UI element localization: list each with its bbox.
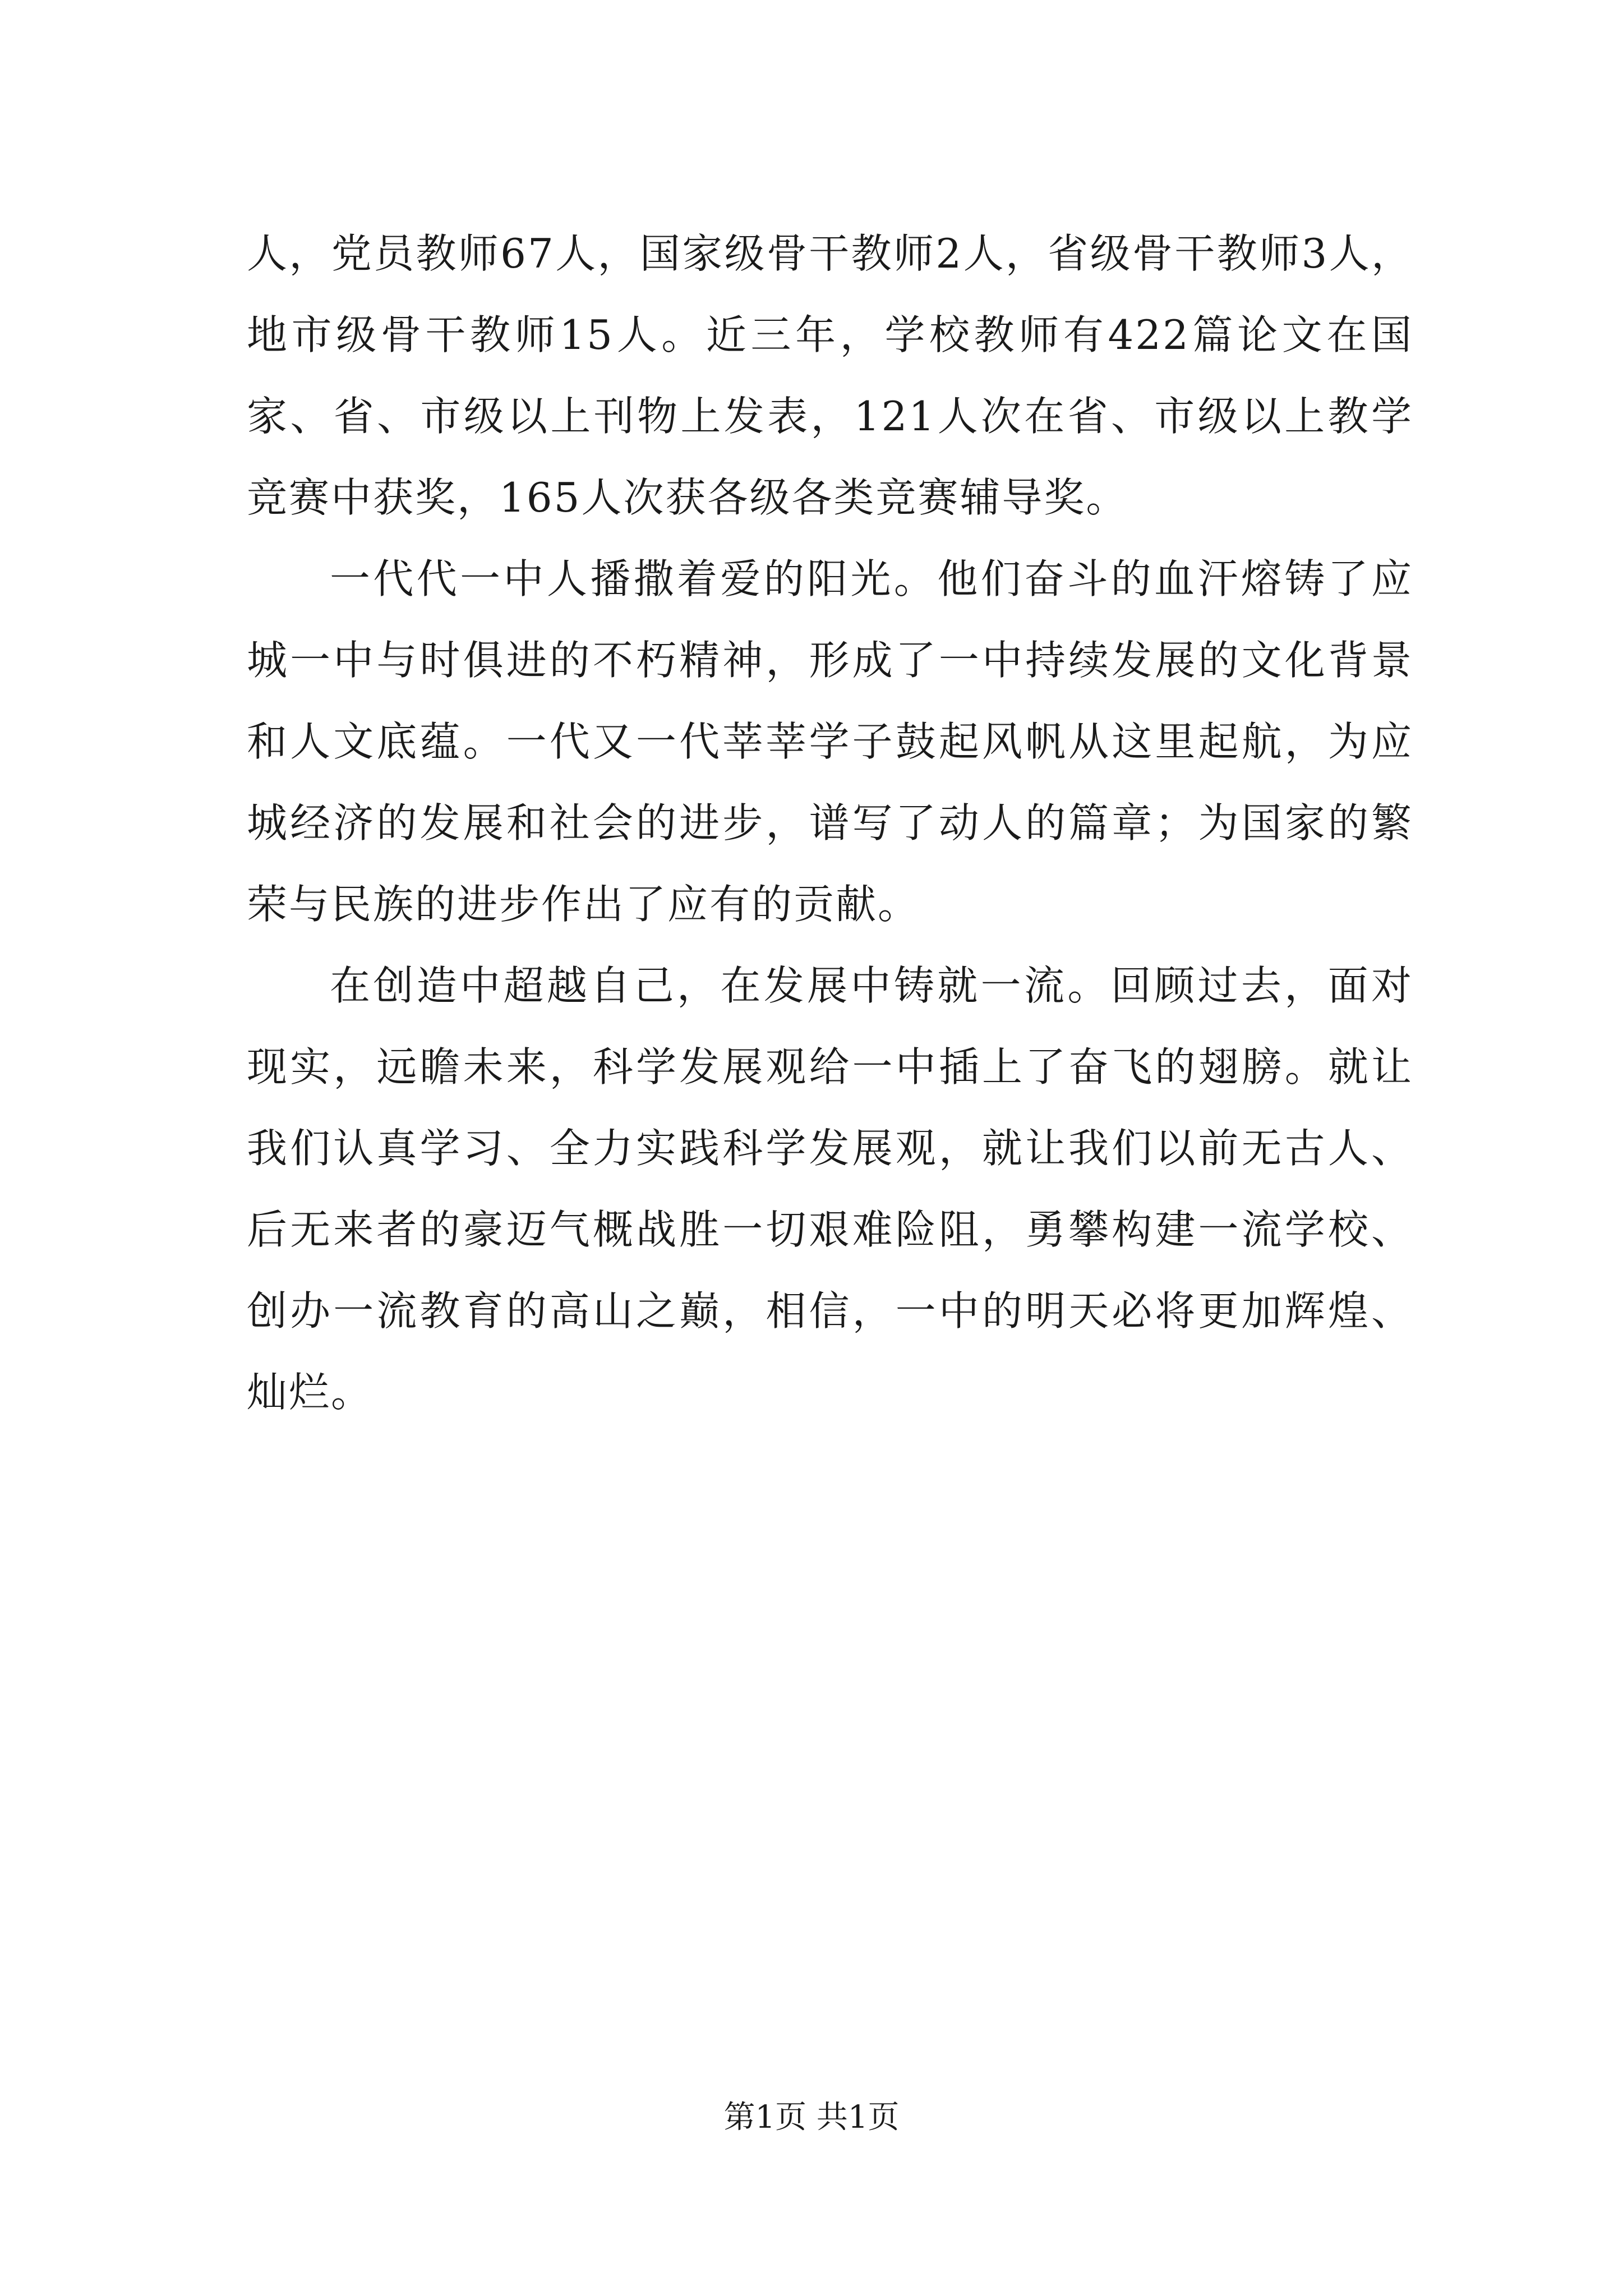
- paragraph-future-outlook: 在创造中超越自己，在发展中铸就一流。回顾过去，面对现实，远瞻未来，科学发展观给一中插上了奋飞的翅膀。就让我们认真学习、全力实践科学发展观，就让我们以前无古人、后无来者的豪迈气概战胜一切艰难险阻，勇攀构建一流学校、创办一流教育的高山之巅，相信，一中的明天必将更加辉煌、灿烂。: [247, 962, 1413, 1416]
- paragraph-staff-stats: 人，党员教师67人，国家级骨干教师2人，省级骨干教师3人，地市级骨干教师15人。近三年，学校教师有422篇论文在国家、省、市级以上刊物上发表，121人次在省、市级以上教学竞赛中获奖，165人次获各级各类竞赛辅导奖。: [247, 230, 1413, 521]
- paragraph-school-spirit: 一代代一中人播撒着爱的阳光。他们奋斗的血汗熔铸了应城一中与时俱进的不朽精神，形成了一中持续发展的文化背景和人文底蕴。一代又一代莘莘学子鼓起风帆从这里起航，为应城经济的发展和社会的进步，谱写了动人的篇章；为国家的繁荣与民族的进步作出了应有的贡献。: [247, 555, 1413, 928]
- document-body: [247, 213, 1413, 1433]
- page-number-footer: 第1页 共1页: [723, 2099, 900, 2136]
